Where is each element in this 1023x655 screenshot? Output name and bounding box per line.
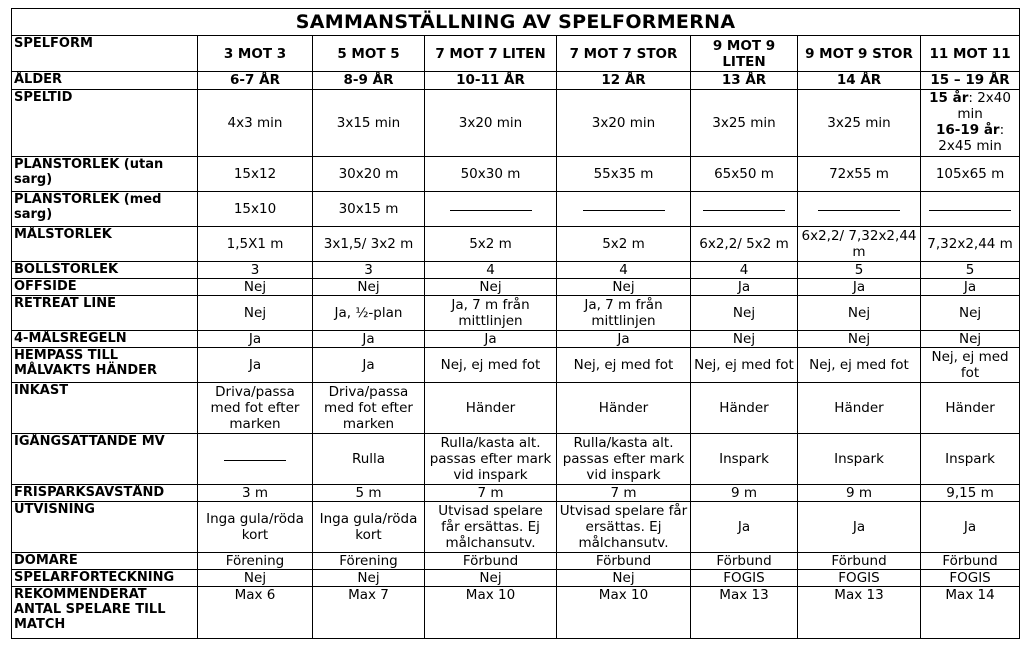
table-cell: 3 <box>198 262 313 279</box>
table-cell: Max 10 <box>425 587 557 639</box>
table-cell: Nej <box>425 279 557 296</box>
table-row-inkast <box>12 383 1020 434</box>
table-cell: Ja <box>198 331 313 348</box>
table-cell: Ja <box>313 348 425 383</box>
table-cell: Förbund <box>425 553 557 570</box>
table-cell: Ja <box>798 279 921 296</box>
table-cell: 65x50 m <box>691 157 798 192</box>
table-cell: Förbund <box>798 553 921 570</box>
table-row-igang <box>12 434 1020 485</box>
table-cell: Nej, ej med fot <box>557 348 691 383</box>
table-cell-empty <box>198 434 313 485</box>
table-cell: 5x2 m <box>425 227 557 262</box>
row-label-malstorlek: MÅLSTORLEK <box>12 227 198 262</box>
row-label-plan-utan: PLANSTORLEK (utan sarg) <box>12 157 198 192</box>
table-cell: 10-11 ÅR <box>425 72 557 90</box>
table-cell: Max 14 <box>921 587 1020 639</box>
row-label-utvisning: UTVISNING <box>12 502 198 553</box>
table-cell-empty <box>557 192 691 227</box>
row-label-inkast: INKAST <box>12 383 198 434</box>
table-cell: Rulla/kasta alt. passas efter mark vid inspark <box>557 434 691 485</box>
table-cell: 3x20 min <box>425 90 557 157</box>
table-cell: Max 6 <box>198 587 313 639</box>
table-cell: 5x2 m <box>557 227 691 262</box>
col-header-9mot9-stor: 9 MOT 9 STOR <box>798 36 921 72</box>
table-row-frispark <box>12 485 1020 502</box>
table-cell: Rulla <box>313 434 425 485</box>
table-row-retreat <box>12 296 1020 331</box>
row-label-rekommenderat: REKOMMENDERAT ANTAL SPELARE TILL MATCH <box>12 587 198 639</box>
table-cell: 72x55 m <box>798 157 921 192</box>
table-cell: Förbund <box>557 553 691 570</box>
row-label-speltid: SPELTID <box>12 90 198 157</box>
table-cell: 9 m <box>691 485 798 502</box>
table-cell: Max 7 <box>313 587 425 639</box>
table-row-hempass <box>12 348 1020 383</box>
table-cell: Ja, ½-plan <box>313 296 425 331</box>
table-cell: Nej <box>425 570 557 587</box>
table-cell: Förening <box>313 553 425 570</box>
table-cell: 30x15 m <box>313 192 425 227</box>
table-cell: Nej <box>198 279 313 296</box>
table-cell: Nej <box>921 296 1020 331</box>
table-row-utvisning <box>12 502 1020 553</box>
table-cell: 14 ÅR <box>798 72 921 90</box>
table-cell: 3x20 min <box>557 90 691 157</box>
speltid-15 <box>923 90 1017 122</box>
table-cell: Inga gula/röda kort <box>198 502 313 553</box>
table-row-fyrmal <box>12 331 1020 348</box>
table-cell: Händer <box>921 383 1020 434</box>
row-label-spelarfort: SPELARFÖRTECKNING <box>12 570 198 587</box>
table-cell: 7,32x2,44 m <box>921 227 1020 262</box>
table-row-speltid <box>12 90 1020 157</box>
speltid-15-label: 15 år <box>929 90 969 106</box>
table-cell: Nej, ej med fot <box>425 348 557 383</box>
table-cell: Inspark <box>691 434 798 485</box>
table-cell: 30x20 m <box>313 157 425 192</box>
table-cell: Ja, 7 m från mittlinjen <box>557 296 691 331</box>
table-cell: 15x10 <box>198 192 313 227</box>
row-label-boll: BOLLSTORLEK <box>12 262 198 279</box>
dash-line <box>929 210 1011 211</box>
table-cell-empty <box>691 192 798 227</box>
table-cell: FOGIS <box>798 570 921 587</box>
table-cell: 6x2,2/ 5x2 m <box>691 227 798 262</box>
table-row-alder <box>12 72 1020 90</box>
dash-line <box>583 210 665 211</box>
table-cell: 1,5X1 m <box>198 227 313 262</box>
table-cell: Max 13 <box>691 587 798 639</box>
table-cell: Nej <box>691 331 798 348</box>
table-row-plan-utan <box>12 157 1020 192</box>
table-cell: Ja <box>798 502 921 553</box>
summary-table <box>11 8 1020 639</box>
dash-line <box>450 210 532 211</box>
table-cell: 50x30 m <box>425 157 557 192</box>
table-cell-empty <box>425 192 557 227</box>
table-cell: Ja, 7 m från mittlinjen <box>425 296 557 331</box>
table-cell: Inspark <box>798 434 921 485</box>
table-cell <box>921 90 1020 157</box>
table-cell: Ja <box>425 331 557 348</box>
table-cell: 6-7 ÅR <box>198 72 313 90</box>
table-cell: Ja <box>313 331 425 348</box>
table-cell: 5 m <box>313 485 425 502</box>
table-cell: Nej <box>798 296 921 331</box>
table-cell: Förbund <box>691 553 798 570</box>
table-cell: Nej <box>691 296 798 331</box>
table-row-spelform <box>12 36 1020 72</box>
table-cell: 15x12 <box>198 157 313 192</box>
speltid-16-19 <box>923 122 1017 154</box>
dash-line <box>703 210 785 211</box>
row-label-offside: OFFSIDE <box>12 279 198 296</box>
speltid-16-19-text: : 2x45 min <box>938 122 1005 154</box>
table-cell: 4 <box>425 262 557 279</box>
table-cell: 4 <box>691 262 798 279</box>
table-cell: 3x15 min <box>313 90 425 157</box>
table-cell: Nej, ej med fot <box>798 348 921 383</box>
dash-line <box>818 210 900 211</box>
table-cell: Utvisad spelare får ersättas. Ej målchansutv. <box>425 502 557 553</box>
table-cell: 12 ÅR <box>557 72 691 90</box>
table-cell: Inspark <box>921 434 1020 485</box>
row-label-frispark: FRISPARKSAVSTÅND <box>12 485 198 502</box>
table-row-offside <box>12 279 1020 296</box>
table-row-spelarfort <box>12 570 1020 587</box>
table-cell: 9 m <box>798 485 921 502</box>
speltid-15-text: : 2x40 min <box>957 90 1011 122</box>
table-cell: Driva/passa med fot efter marken <box>313 383 425 434</box>
table-row-malstorlek <box>12 227 1020 262</box>
table-cell: Nej, ej med fot <box>691 348 798 383</box>
table-cell: Nej <box>798 331 921 348</box>
table-cell: Driva/passa med fot efter marken <box>198 383 313 434</box>
table-cell: Inga gula/röda kort <box>313 502 425 553</box>
table-cell: 5 <box>798 262 921 279</box>
table-cell: Ja <box>691 279 798 296</box>
table-cell: Nej <box>557 570 691 587</box>
table-cell: 4x3 min <box>198 90 313 157</box>
table-row-rekommenderat <box>12 587 1020 639</box>
table-cell: Händer <box>425 383 557 434</box>
col-header-5mot5: 5 MOT 5 <box>313 36 425 72</box>
table-cell: Ja <box>691 502 798 553</box>
table-cell: Förening <box>198 553 313 570</box>
table-cell: 6x2,2/ 7,32x2,44 m <box>798 227 921 262</box>
table-cell: 5 <box>921 262 1020 279</box>
row-label-fyrmal: 4-MÅLSREGELN <box>12 331 198 348</box>
col-header-3mot3: 3 MOT 3 <box>198 36 313 72</box>
row-label-plan-med: PLANSTORLEK (med sarg) <box>12 192 198 227</box>
table-cell: Max 13 <box>798 587 921 639</box>
table-cell: Nej, ej med fot <box>921 348 1020 383</box>
dash-line <box>224 460 286 461</box>
col-header-11mot11: 11 MOT 11 <box>921 36 1020 72</box>
table-cell: 105x65 m <box>921 157 1020 192</box>
col-header-9mot9-liten: 9 MOT 9 LITEN <box>691 36 798 72</box>
table-cell: 7 m <box>557 485 691 502</box>
table-cell: Max 10 <box>557 587 691 639</box>
table-cell: Nej <box>313 570 425 587</box>
table-cell: Ja <box>921 279 1020 296</box>
title-row <box>12 9 1020 36</box>
table-cell-empty <box>921 192 1020 227</box>
table-cell: Nej <box>313 279 425 296</box>
table-cell: Ja <box>557 331 691 348</box>
table-cell: Händer <box>798 383 921 434</box>
table-cell: 3 m <box>198 485 313 502</box>
table-cell: Nej <box>198 296 313 331</box>
table-cell: Förbund <box>921 553 1020 570</box>
table-row-boll <box>12 262 1020 279</box>
table-cell: Nej <box>921 331 1020 348</box>
table-cell: Rulla/kasta alt. passas efter mark vid inspark <box>425 434 557 485</box>
table-cell: 3x1,5/ 3x2 m <box>313 227 425 262</box>
table-cell: 3x25 min <box>798 90 921 157</box>
table-cell: 4 <box>557 262 691 279</box>
row-label-igang: IGÅNGSÄTTANDE MV <box>12 434 198 485</box>
table-cell: FOGIS <box>921 570 1020 587</box>
table-cell: 3x25 min <box>691 90 798 157</box>
table-cell: Nej <box>198 570 313 587</box>
table-title: SAMMANSTÄLLNING AV SPELFORMERNA <box>12 9 1020 36</box>
table-cell: Händer <box>691 383 798 434</box>
row-label-retreat: RETREAT LINE <box>12 296 198 331</box>
table-cell: 7 m <box>425 485 557 502</box>
row-label-domare: DOMARE <box>12 553 198 570</box>
table-cell: 8-9 ÅR <box>313 72 425 90</box>
table-cell: Ja <box>198 348 313 383</box>
table-row-plan-med <box>12 192 1020 227</box>
table-cell: 55x35 m <box>557 157 691 192</box>
table-cell: 9,15 m <box>921 485 1020 502</box>
table-cell: Händer <box>557 383 691 434</box>
table-cell-empty <box>798 192 921 227</box>
table-row-domare <box>12 553 1020 570</box>
table-cell: 13 ÅR <box>691 72 798 90</box>
table-cell: Ja <box>921 502 1020 553</box>
col-header-7mot7-stor: 7 MOT 7 STOR <box>557 36 691 72</box>
table-cell: 15 – 19 ÅR <box>921 72 1020 90</box>
table-cell: FOGIS <box>691 570 798 587</box>
col-header-7mot7-liten: 7 MOT 7 LITEN <box>425 36 557 72</box>
row-label-hempass: HEMPASS TILL MÅLVAKTS HÄNDER <box>12 348 198 383</box>
table-cell: Nej <box>557 279 691 296</box>
speltid-16-19-label: 16-19 år <box>935 122 1000 138</box>
table-cell: 3 <box>313 262 425 279</box>
table-cell: Utvisad spelare får ersättas. Ej målchansutv. <box>557 502 691 553</box>
row-label-alder: ÅLDER <box>12 72 198 90</box>
row-label-spelform: SPELFORM <box>12 36 198 72</box>
